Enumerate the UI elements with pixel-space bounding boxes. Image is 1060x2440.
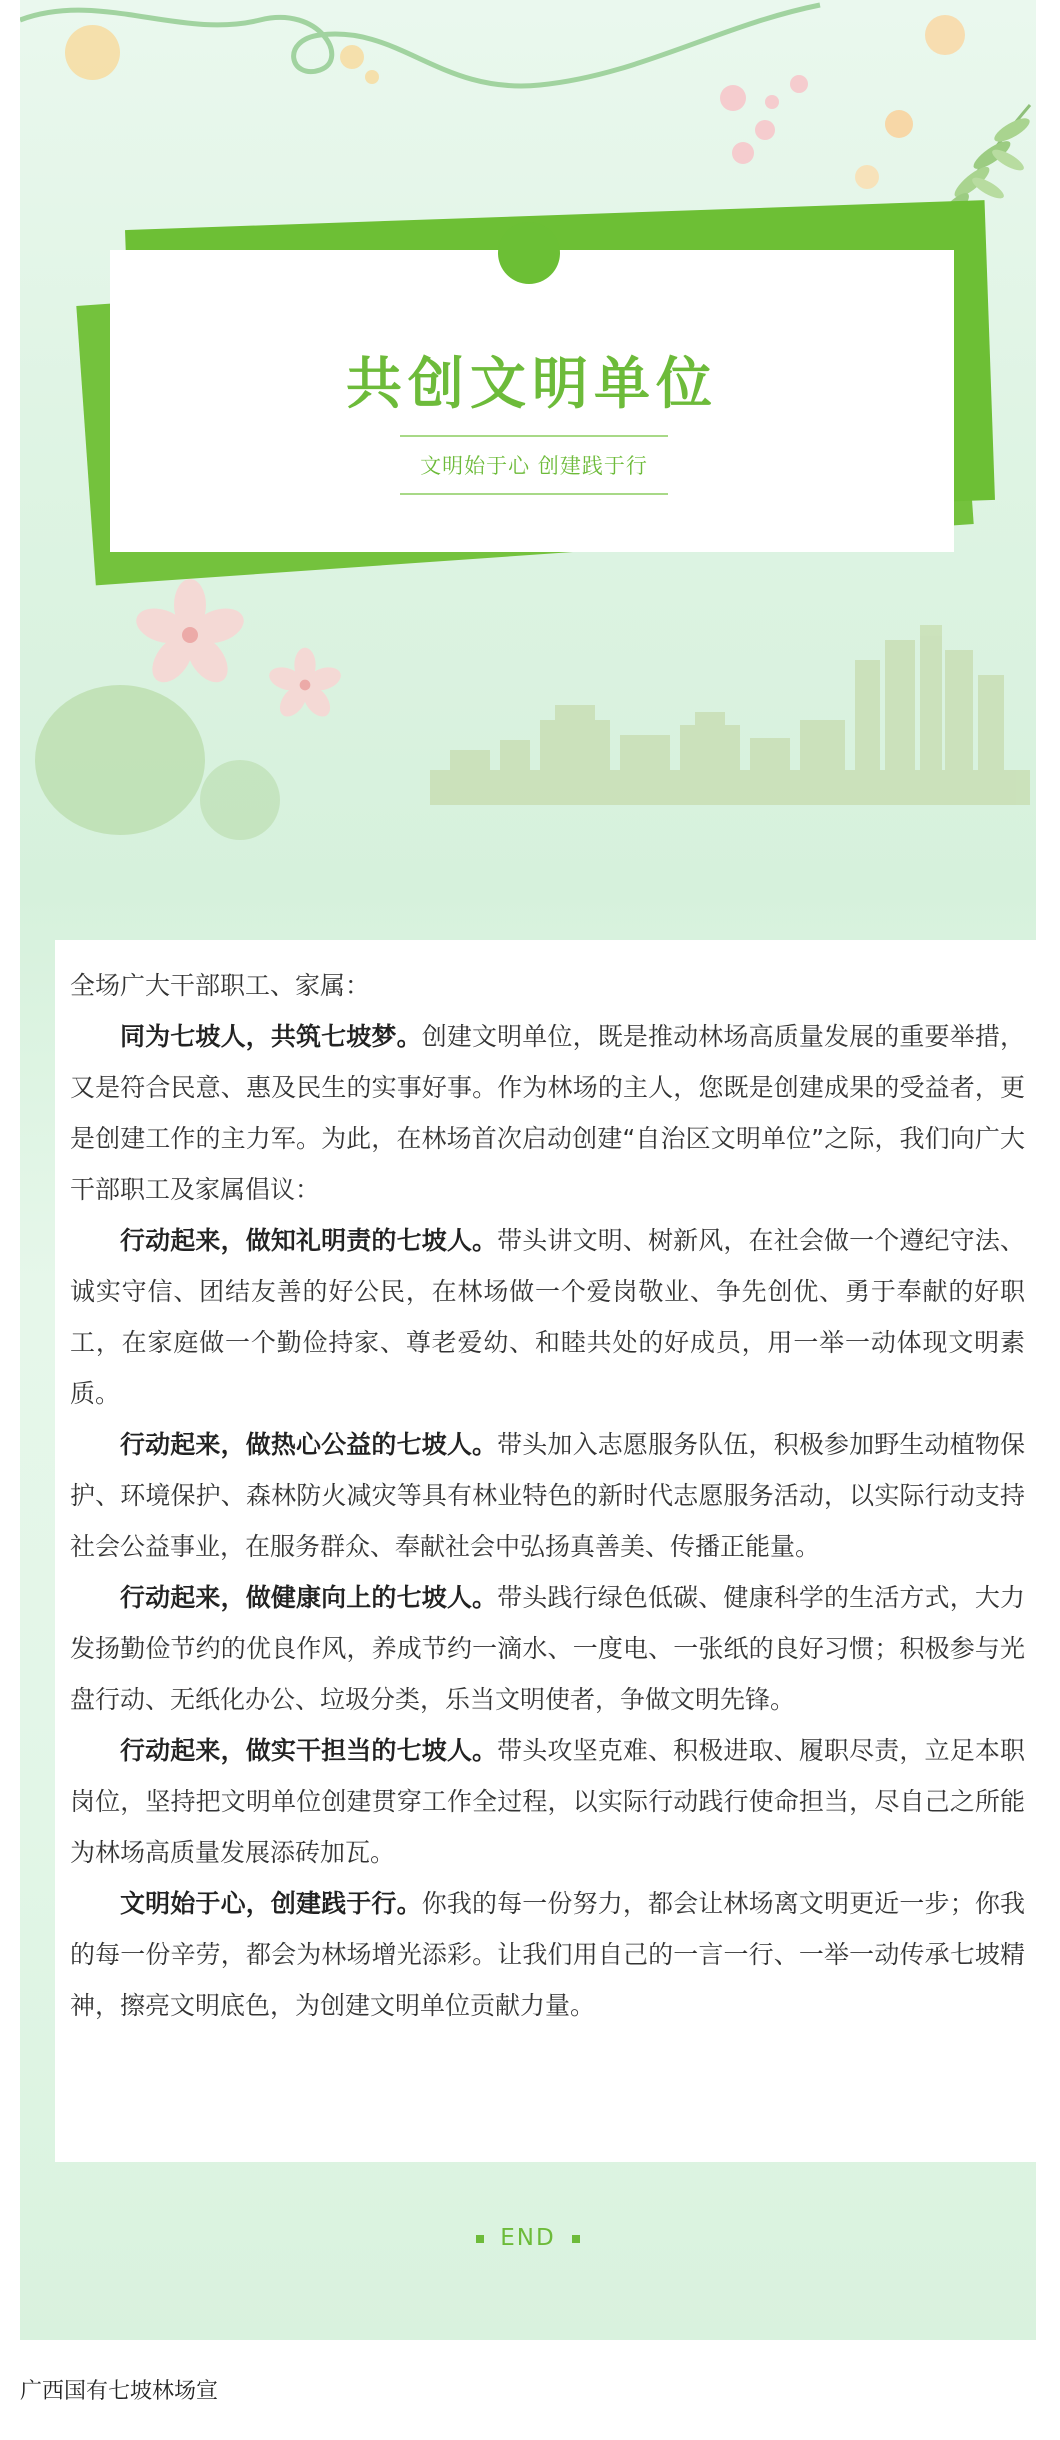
- footer-source: 广西国有七坡林场宣: [20, 2379, 219, 2404]
- poster: [20, 0, 1036, 2340]
- paragraph-body: 带头加入志愿服务队伍，积极参加野生动植物保护、环境保护、森林防火减灾等具有林业特色的新时代志愿服务活动，以实际行动支持社会公益事业，在服务群众、奉献社会中弘扬真善美、传播正能量。: [70, 1430, 1025, 1561]
- paragraph-body: 你我的每一份努力，都会让林场离文明更近一步；你我的每一份辛劳，都会为林场增光添彩。让我们用自己的一言一行、一举一动传承七坡精神，擦亮文明底色，为创建文明单位贡献力量。: [70, 1889, 1025, 2020]
- paragraph-body: 创建文明单位，既是推动林场高质量发展的重要举措，又是符合民意、惠及民生的实事好事。作为林场的主人，您既是创建成果的受益者，更是创建工作的主力军。为此，在林场首次启动创建“自治区文明单位”之际，我们向广大干部职工及家属倡议：: [70, 1022, 1025, 1204]
- flower-decoration: [265, 645, 345, 725]
- letter-content: [55, 940, 1036, 2162]
- yellow-dot-decoration: [365, 70, 379, 84]
- letter-paragraph: [70, 1572, 1025, 1725]
- letter-paragraph: [70, 1011, 1025, 1215]
- yellow-dot-decoration: [925, 15, 965, 55]
- paragraph-body: 带头讲文明、树新风，在社会做一个遵纪守法、诚实守信、团结友善的好公民，在林场做一个爱岗敬业、争先创优、勇于奉献的好职工，在家庭做一个勤俭持家、尊老爱幼、和睦共处的好成员，用一举一动体现文明素质。: [70, 1226, 1025, 1408]
- yellow-dot-decoration: [885, 110, 913, 138]
- paragraph-lead: 行动起来，做健康向上的七坡人。: [120, 1583, 498, 1612]
- pink-dot-decoration: [755, 120, 775, 140]
- end-marker: [20, 2225, 1036, 2251]
- paragraph-lead: 同为七坡人，共筑七坡梦。: [120, 1022, 422, 1051]
- letter-paragraph: [70, 1419, 1025, 1572]
- yellow-dot-decoration: [340, 45, 364, 69]
- page-subtitle: 文明始于心 创建践于行: [420, 454, 648, 478]
- pink-dot-decoration: [732, 142, 754, 164]
- title-circle-decoration: [498, 222, 560, 284]
- pink-dot-decoration: [790, 75, 808, 93]
- square-bullet-icon: [476, 2235, 484, 2243]
- letter-paragraph: [70, 1725, 1025, 1878]
- page-title: 共创文明单位: [346, 352, 718, 417]
- green-blob-decoration: [35, 685, 205, 835]
- paragraph-lead: 行动起来，做实干担当的七坡人。: [120, 1736, 498, 1765]
- pink-dot-decoration: [720, 85, 746, 111]
- paragraph-body: 带头践行绿色低碳、健康科学的生活方式，大力发扬勤俭节约的优良作风，养成节约一滴水、一度电、一张纸的良好习惯；积极参与光盘行动、无纸化办公、垃圾分类，乐当文明使者，争做文明先锋。: [70, 1583, 1025, 1714]
- paragraph-body: 带头攻坚克难、积极进取、履职尽责，立足本职岗位，坚持把文明单位创建贯穿工作全过程，以实际行动践行使命担当，尽自己之所能为林场高质量发展添砖加瓦。: [70, 1736, 1025, 1867]
- subtitle-frame: [400, 435, 668, 495]
- flower-decoration: [130, 575, 250, 695]
- square-bullet-icon: [572, 2235, 580, 2243]
- yellow-dot-decoration: [65, 25, 120, 80]
- letter-greeting: 全场广大干部职工、家属：: [70, 971, 371, 1000]
- title-card: [110, 250, 954, 552]
- city-skyline-decoration: [430, 620, 1030, 805]
- yellow-dot-decoration: [855, 165, 879, 189]
- paragraph-lead: 行动起来，做知礼明责的七坡人。: [120, 1226, 498, 1255]
- end-label: END: [500, 2225, 556, 2251]
- paragraph-lead: 行动起来，做热心公益的七坡人。: [120, 1430, 498, 1459]
- pink-dot-decoration: [765, 95, 779, 109]
- green-blob-decoration: [200, 760, 280, 840]
- paragraph-lead: 文明始于心，创建践于行。: [120, 1889, 422, 1918]
- top-vine-decoration: [20, 0, 1036, 120]
- letter-paragraph: [70, 1215, 1025, 1419]
- letter-paragraph: [70, 1878, 1025, 2031]
